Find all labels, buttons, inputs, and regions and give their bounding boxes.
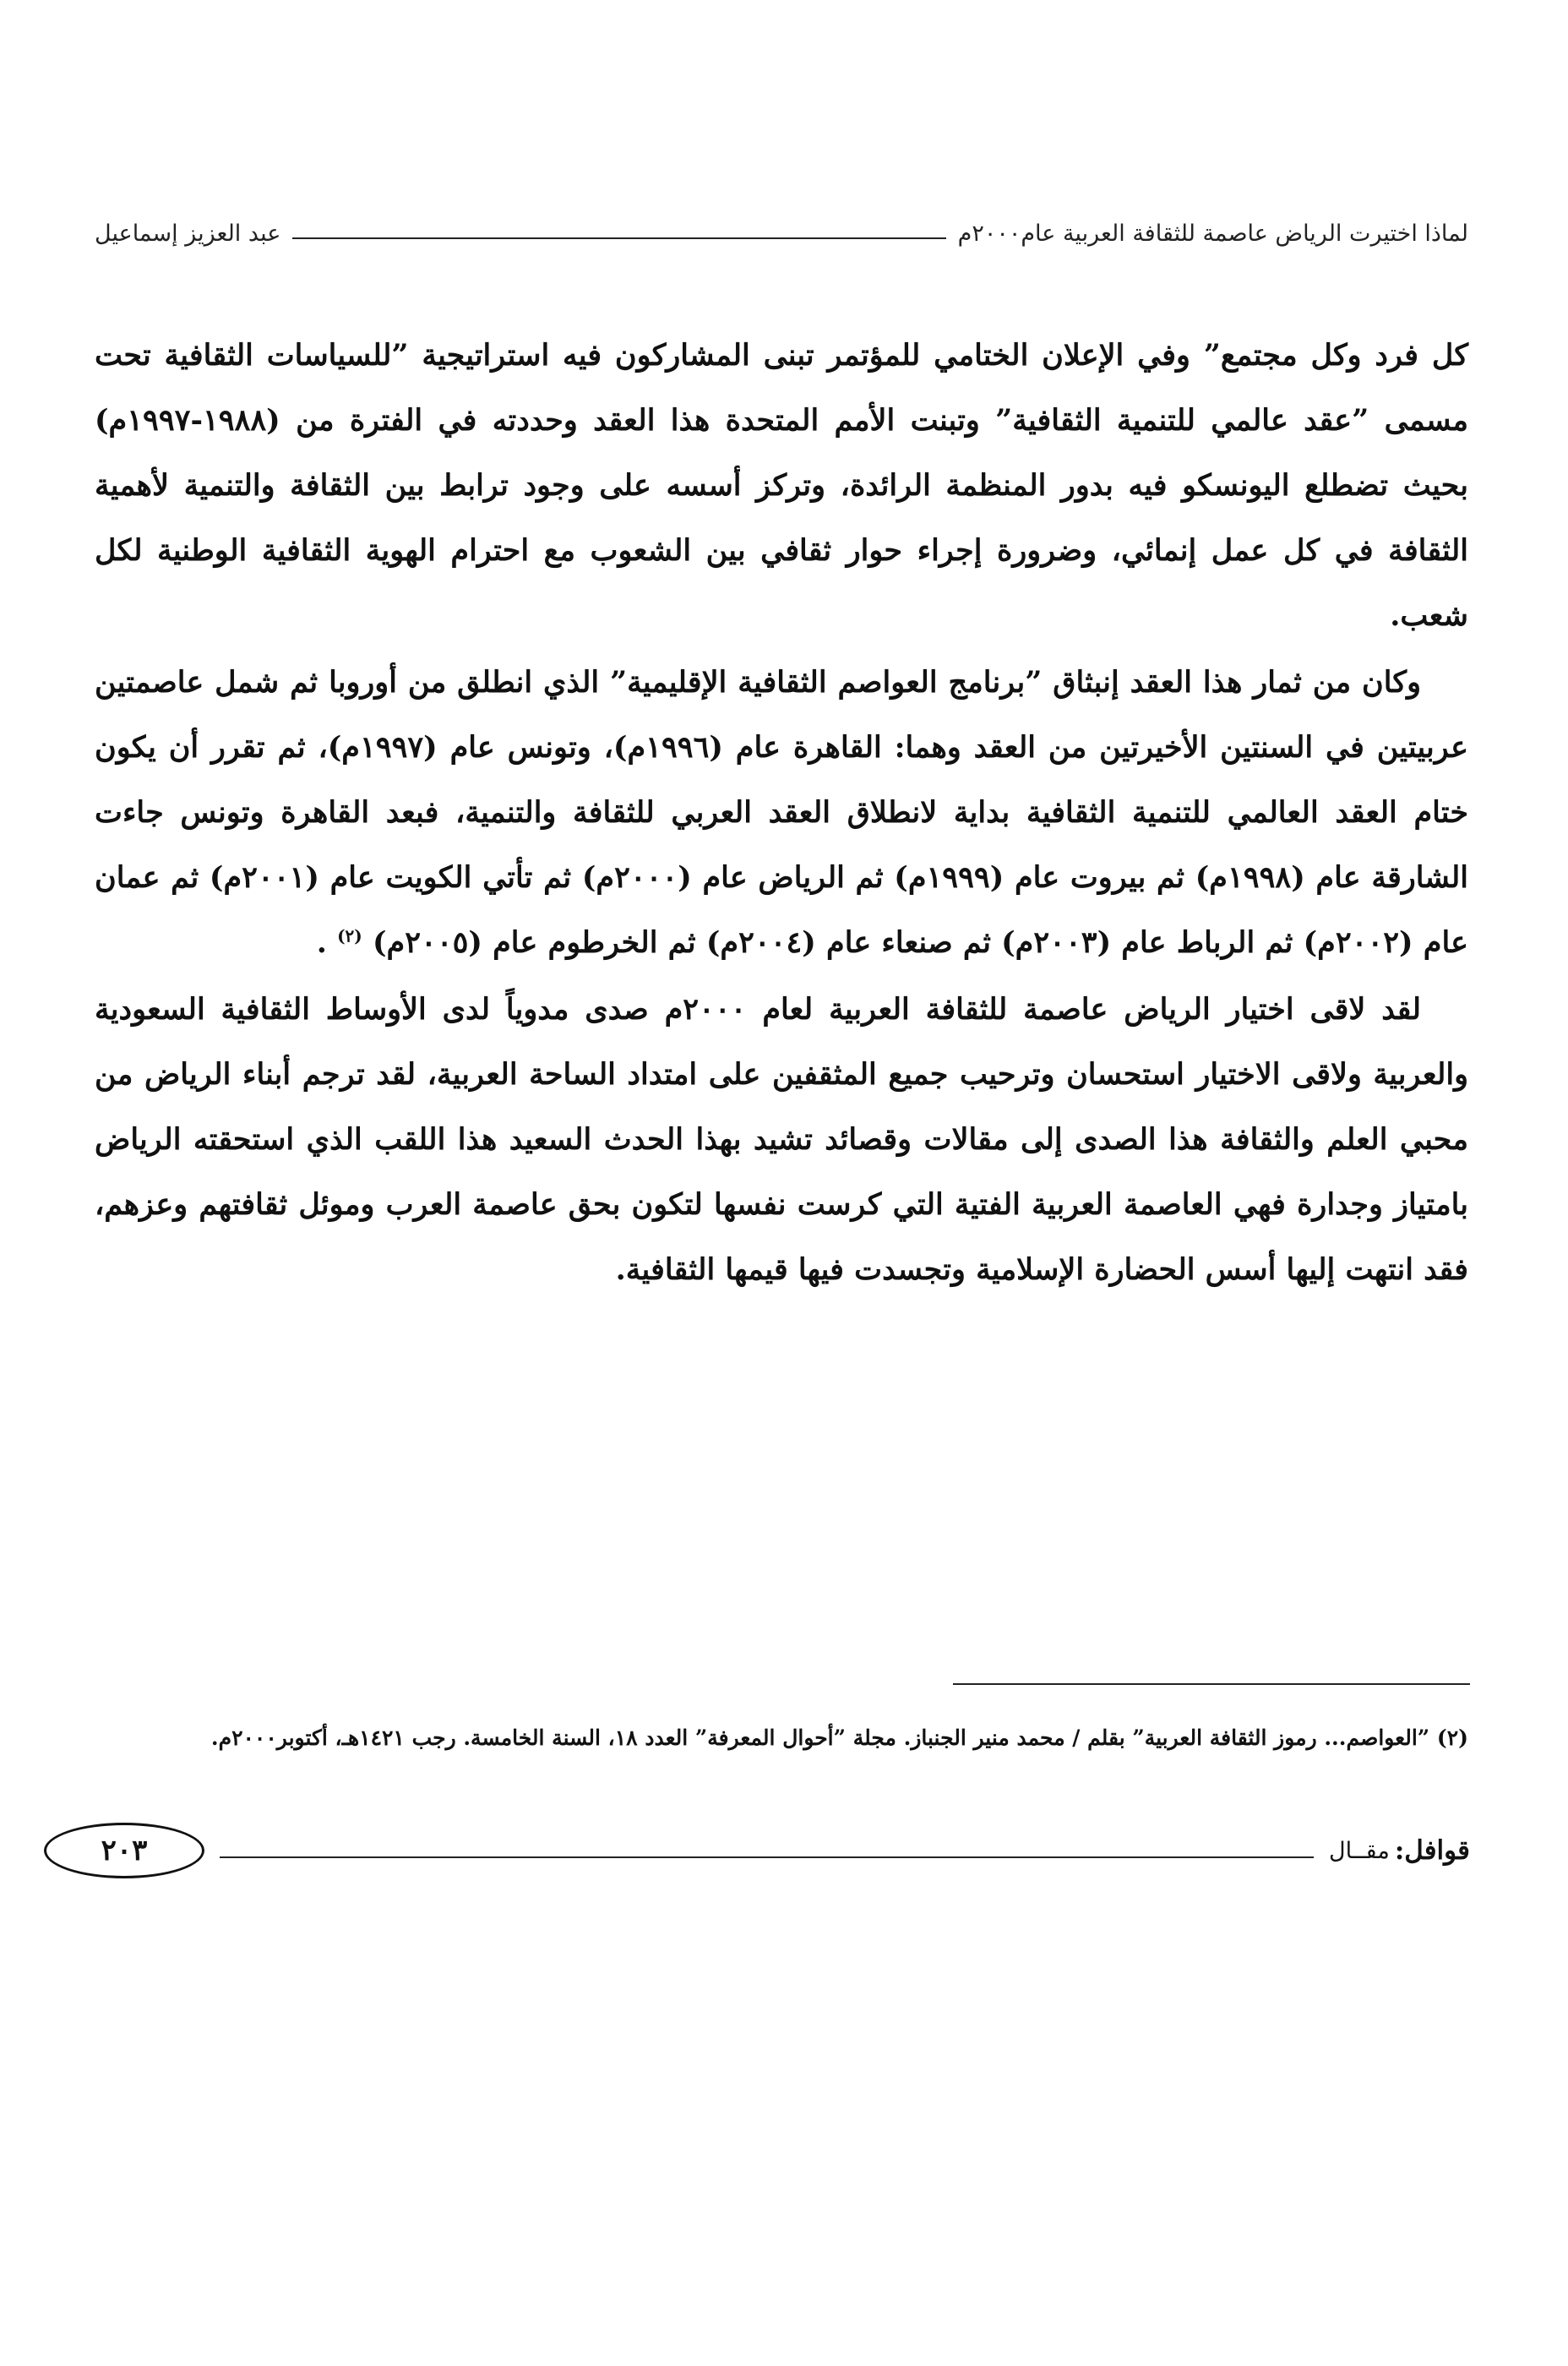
header-rule (292, 237, 945, 239)
footer-section: مقــال (1329, 1837, 1390, 1864)
footer-magazine: قوافل: (1394, 1835, 1470, 1866)
paragraph-1: كل فرد وكل مجتمع” وفي الإعلان الختامي للمؤتمر تبنى المشاركون فيه استراتيجية ”للسياسات الثقافية تحت مسمى ”عقد عالمي للتنمية الثقافية” وتبنت الأمم المتحدة هذا العقد وحددته في الفترة من (١٩٨٨-١٩٩٧م) بحيث تضطلع اليونسكو فيه بدور المنظمة الرائدة، وتركز أسسه على وجود ترابط بين الثقافة والتنمية لأهمية الثقافة في كل عمل إنمائي، وضرورة إجراء حوار ثقافي بين الشعوب مع احترام الهوية الثقافية الوطنية لكل شعب. (95, 338, 1468, 633)
running-header (95, 213, 1468, 254)
paragraph-2-end: . (316, 925, 338, 960)
paragraph-2 (95, 650, 1468, 975)
footnote-rule (953, 1683, 1470, 1685)
header-author: عبد العزيز إسماعيل (95, 220, 281, 247)
header-title: لماذا اختيرت الرياض عاصمة للثقافة العربية عام٢٠٠٠م (957, 220, 1468, 247)
page-footer (44, 1817, 1470, 1884)
page-number: ٢٠٣ (101, 1834, 148, 1867)
article-body (95, 323, 1468, 1304)
paragraph-2-text: وكان من ثمار هذا العقد إنبثاق ”برنامج العواصم الثقافية الإقليمية” الذي انطلق من أوروبا ثم شمل عاصمتين عربيتين في السنتين الأخيرتين من العقد وهما: القاهرة عام (١٩٩٦م)، وتونس عام (١٩٩٧م)، ثم تقرر أن يكون ختام العقد العالمي للتنمية الثقافية بداية لانطلاق العقد العربي للثقافة والتنمية، فبعد القاهرة وتونس جاءت الشارقة عام (١٩٩٨م) ثم بيروت عام (١٩٩٩م) ثم الرياض عام (٢٠٠٠م) ثم تأتي الكويت عام (٢٠٠١م) ثم عمان عام (٢٠٠٢م) ثم الرباط عام (٢٠٠٣م) ثم صنعاء عام (٢٠٠٤م) ثم الخرطوم عام (٢٠٠٥م) (95, 665, 1469, 960)
footer-rule (220, 1856, 1314, 1858)
footnote-ref[interactable]: (٢) (337, 925, 362, 946)
page-number-badge (44, 1823, 204, 1878)
paragraph-3: لقد لاقى اختيار الرياض عاصمة للثقافة العربية لعام ٢٠٠٠م صدى مدوياً لدى الأوساط الثقافية السعودية والعربية ولاقى الاختيار استحسان وترحيب جميع المثقفين على امتداد الساحة العربية، لقد ترجم أبناء الرياض من محبي العلم والثقافة هذا الصدى إلى مقالات وقصائد تشيد بهذا الحدث السعيد هذا اللقب الذي استحقته الرياض بامتياز وجدارة فهي العاصمة العربية الفتية التي كرست نفسها لتكون بحق عاصمة العرب وموئل ثقافتهم وعزهم، فقد انتهت إليها أسس الحضارة الإسلامية وتجسدت فيها قيمها الثقافية. (95, 992, 1468, 1287)
footnote: (٢) ”العواصم... رموز الثقافة العربية” بقلم / محمد منير الجنباز. مجلة ”أحوال المعرفة” العدد ١٨، السنة الخامسة. رجب ١٤٢١هـ، أكتوبر٢٠٠٠م. (210, 1725, 1468, 1750)
